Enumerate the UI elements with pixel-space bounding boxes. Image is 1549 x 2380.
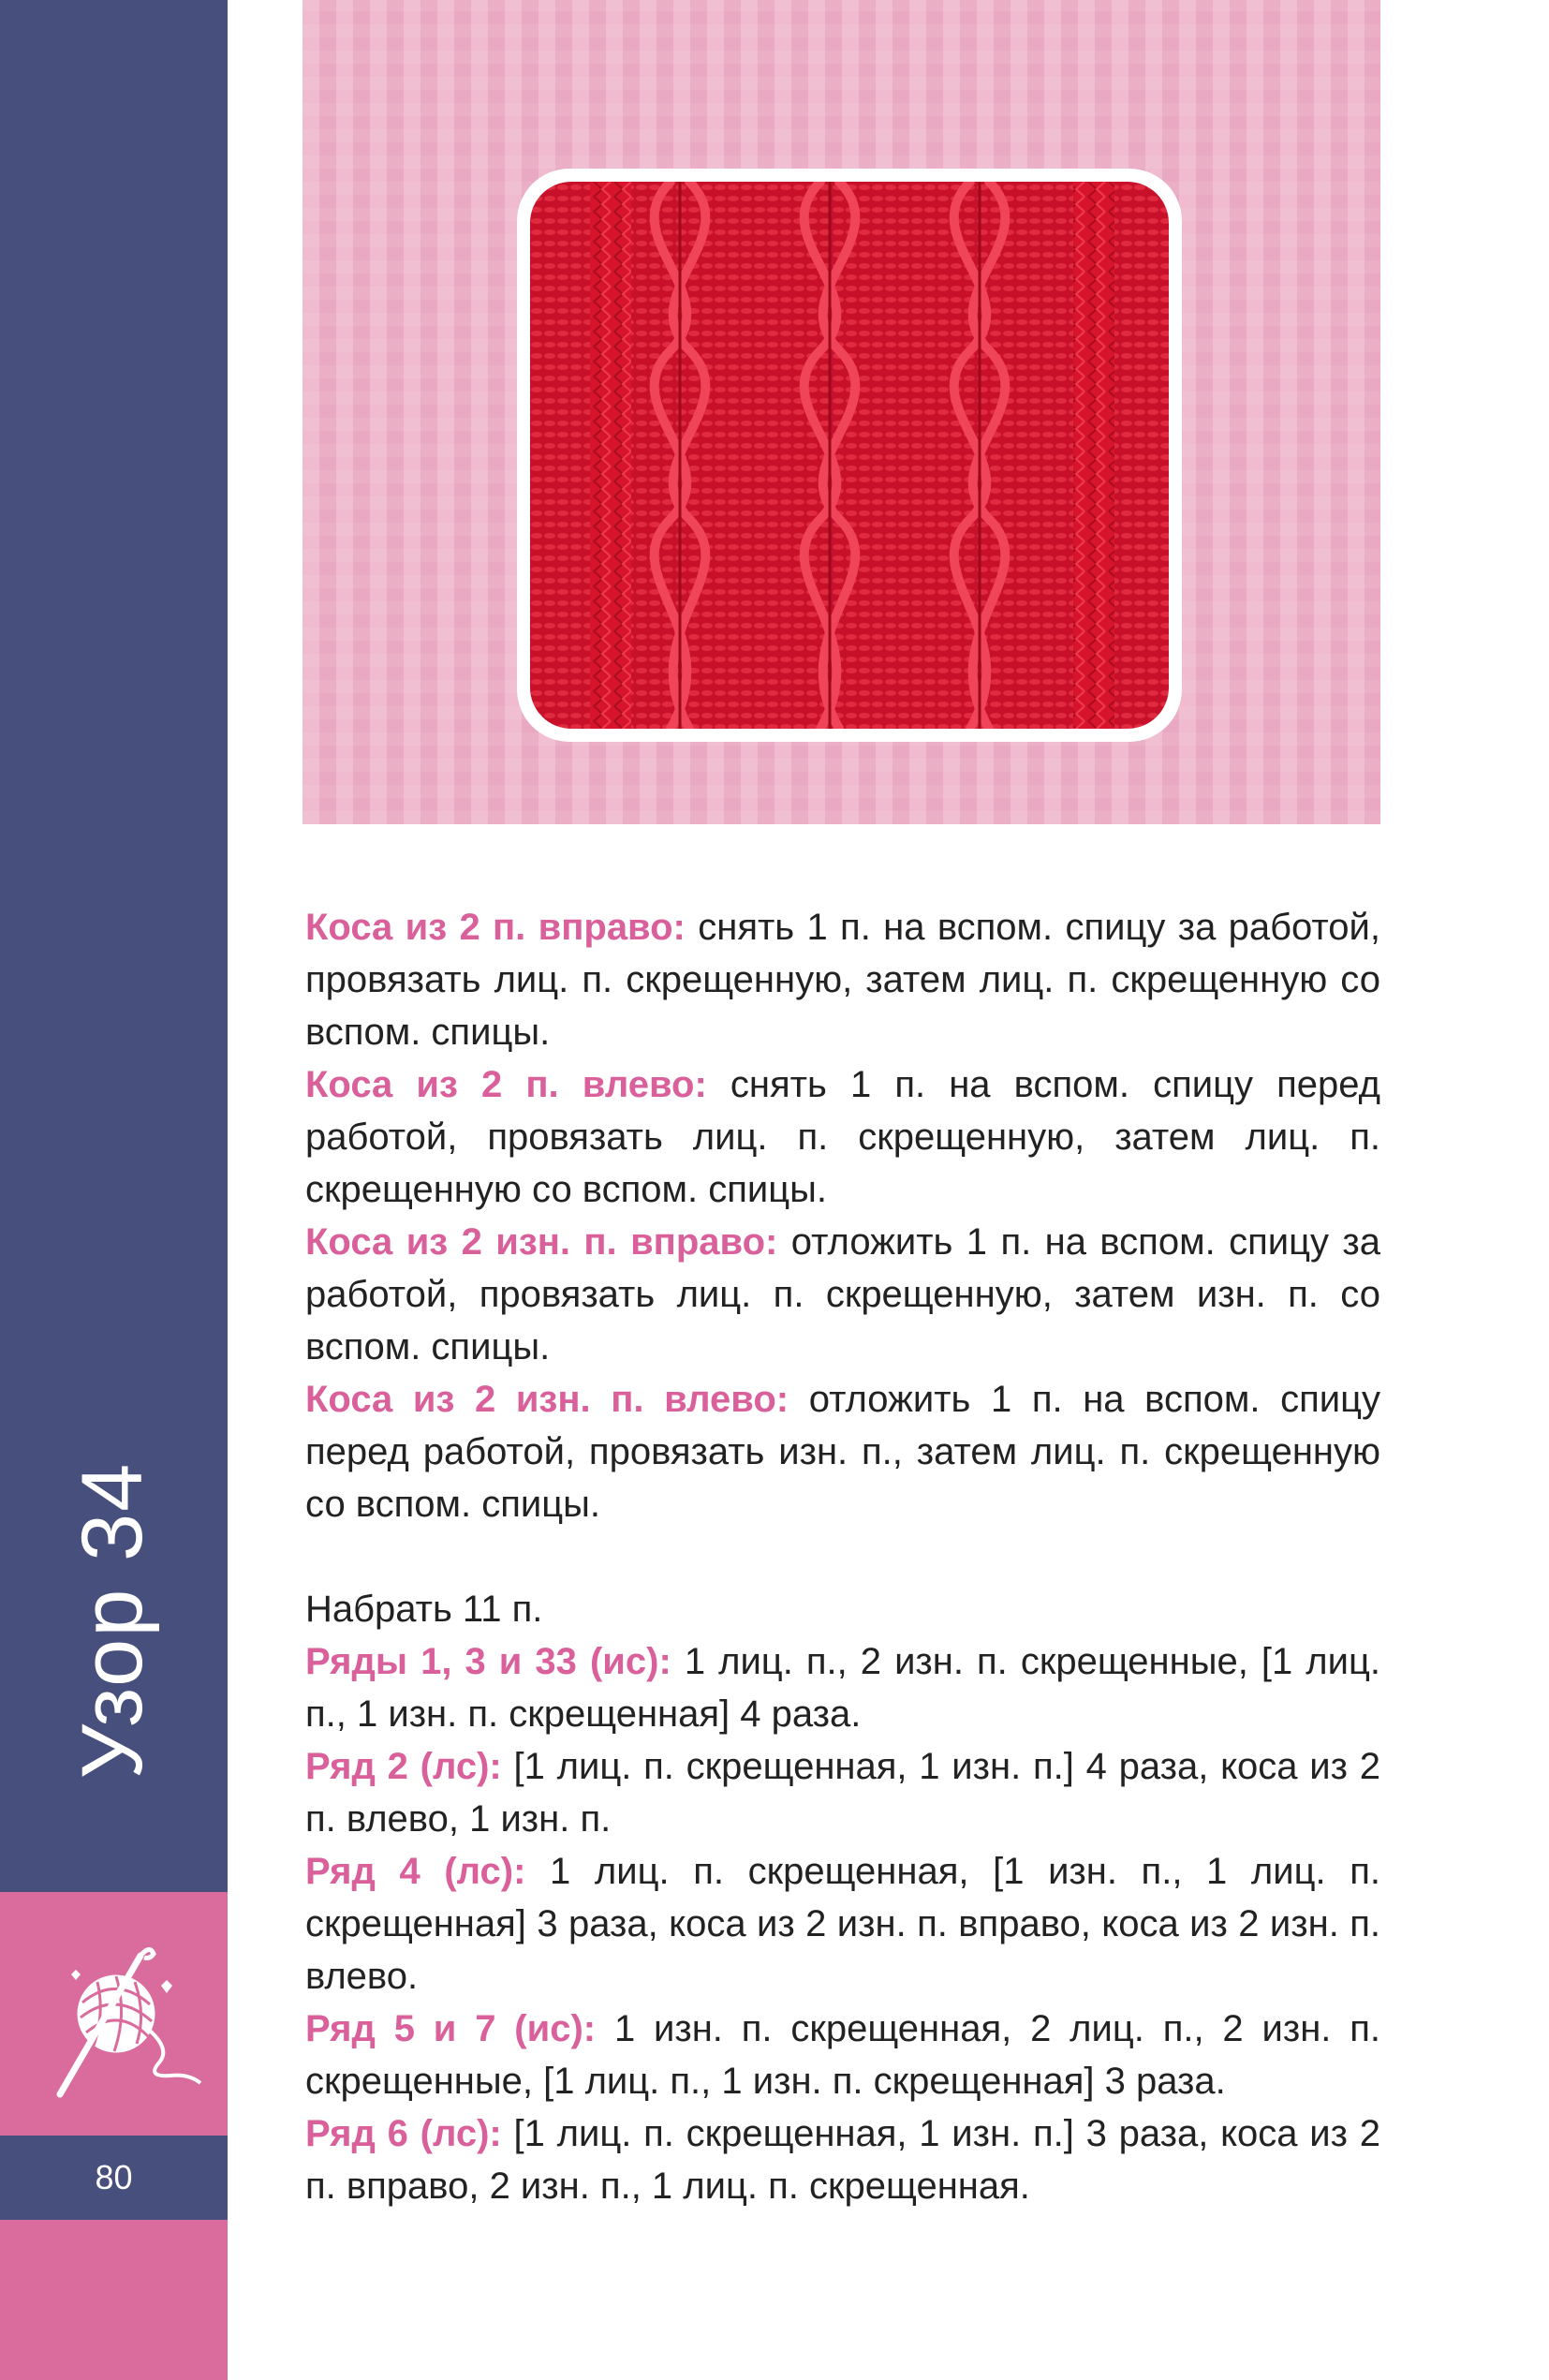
abbreviation-text: снять 1 п. на вспом. спицу перед работой, провязать лиц. п. скрещенную, затем лиц. п. скрещенную со вспом. спицы. <box>305 1064 1380 1210</box>
pattern-instructions <box>305 901 1380 2212</box>
row-text: 1 лиц. п., 2 изн. п. скрещенные, [1 лиц. п., 1 изн. п. скрещенная] 4 раза. <box>305 1641 1380 1735</box>
abbreviation-term: Коса из 2 п. влево: <box>305 1064 707 1105</box>
abbreviation-text: снять 1 п. на вспом. спицу за работой, провязать лиц. п. скрещенную, затем лиц. п. скрещенную со вспом. спицы. <box>305 907 1380 1053</box>
row-instruction <box>305 1740 1380 1845</box>
swatch-texture <box>530 182 1169 729</box>
row-label: Ряд 6 (лс): <box>305 2113 502 2154</box>
row-text: [1 лиц. п. скрещенная, 1 изн. п.] 4 раза, коса из 2 п. влево, 1 изн. п. <box>305 1746 1380 1840</box>
abbreviation-item <box>305 901 1380 1058</box>
abbreviation-item <box>305 1216 1380 1373</box>
abbreviation-text: отложить 1 п. на вспом. спицу перед работой, провязать изн. п., затем лиц. п. скрещенную со вспом. спицы. <box>305 1379 1380 1525</box>
abbreviation-term: Коса из 2 изн. п. влево: <box>305 1379 789 1420</box>
row-instruction <box>305 1635 1380 1740</box>
abbreviation-text: отложить 1 п. на вспом. спицу за работой, провязать лиц. п. скрещенную, затем изн. п. со вспом. спицы. <box>305 1221 1381 1367</box>
row-instruction <box>305 2003 1380 2107</box>
pattern-title: Узор 34 <box>65 1461 160 1780</box>
row-label: Ряд 5 и 7 (ис): <box>305 2008 597 2049</box>
abbreviation-item <box>305 1373 1380 1530</box>
row-label: Ряды 1, 3 и 33 (ис): <box>305 1641 671 1682</box>
row-text: 1 лиц. п. скрещенная, [1 изн. п., 1 лиц. п. скрещенная] 3 раза, коса из 2 изн. п. вправо, коса из 2 изн. п. влево. <box>305 1851 1380 1997</box>
red-cable-knit-swatch <box>530 182 1169 729</box>
page-number: 80 <box>95 2158 133 2196</box>
yarn-ball-crochet-hook-icon <box>49 1937 208 2106</box>
row-instruction <box>305 2107 1380 2212</box>
row-instruction <box>305 1845 1380 2003</box>
cast-on-instruction: Набрать 11 п. <box>305 1589 543 1630</box>
row-text: [1 лиц. п. скрещенная, 1 изн. п.] 3 раза, коса из 2 п. вправо, 2 изн. п., 1 лиц. п. скрещенная. <box>305 2113 1380 2207</box>
row-label: Ряд 2 (лс): <box>305 1746 502 1787</box>
abbreviation-term: Коса из 2 п. вправо: <box>305 907 686 948</box>
spacer <box>305 1530 1380 1583</box>
row-label: Ряд 4 (лс): <box>305 1851 526 1892</box>
row-text: 1 изн. п. скрещенная, 2 лиц. п., 2 изн. п. скрещенные, [1 лиц. п., 1 изн. п. скрещенная] 3 раза. <box>305 2008 1381 2102</box>
abbreviation-item <box>305 1058 1380 1216</box>
abbreviation-term: Коса из 2 изн. п. вправо: <box>305 1221 778 1263</box>
